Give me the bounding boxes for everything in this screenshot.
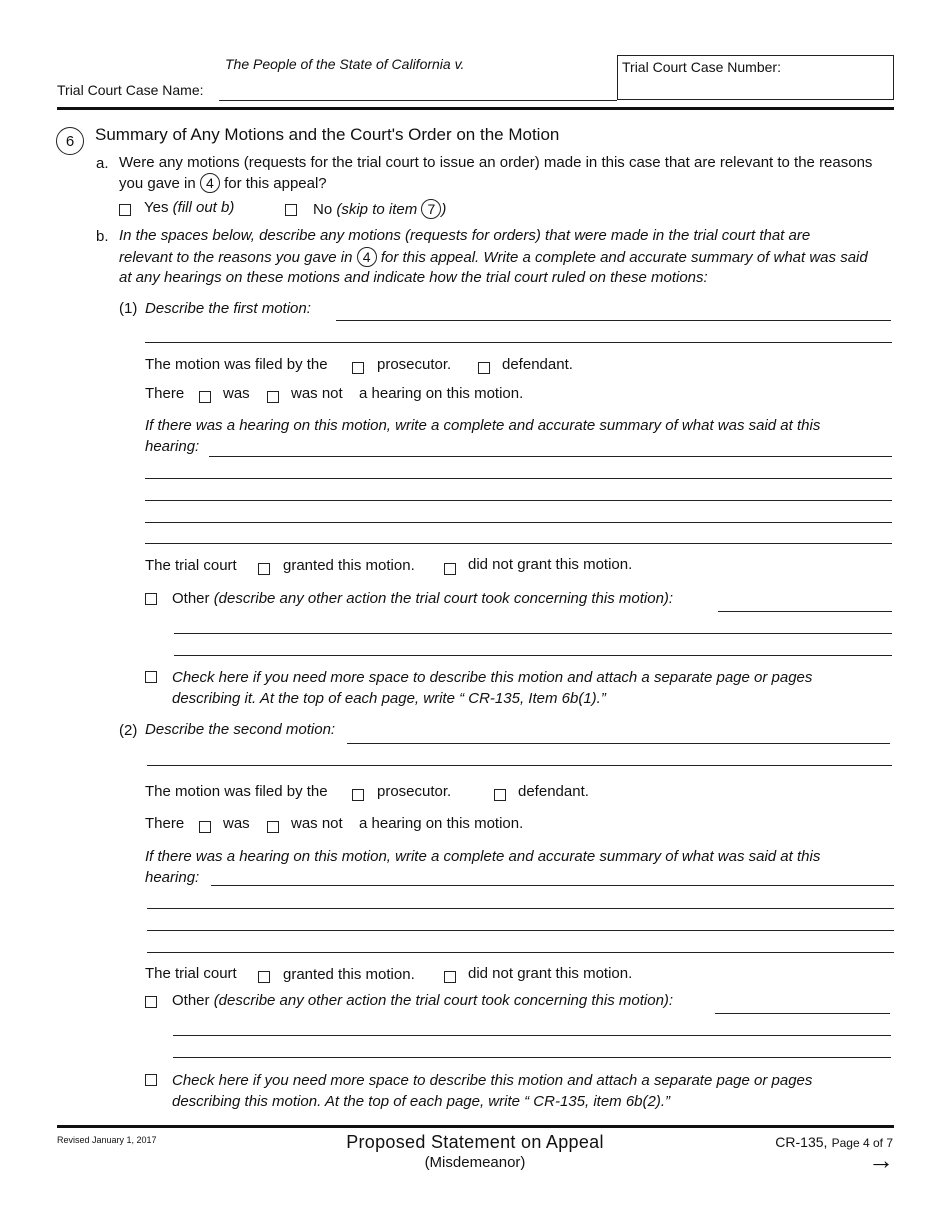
motion1-was-not-checkbox[interactable]	[267, 391, 279, 403]
motion1-there-label: There	[145, 385, 185, 402]
motion1-trial-court-label: The trial court	[145, 557, 237, 574]
no-label: No (skip to item 7 )	[313, 201, 447, 218]
yes-checkbox[interactable]	[119, 204, 131, 216]
motion1-hearing-label: a hearing on this motion.	[359, 385, 524, 402]
motion2-prosecutor-checkbox[interactable]	[352, 789, 364, 801]
motion1-not-granted-label: did not grant this motion.	[468, 556, 633, 573]
motion1-was-checkbox[interactable]	[199, 391, 211, 403]
motion2-defendant-checkbox[interactable]	[494, 789, 506, 801]
motion1-other-label: Other (describe any other action the trial court took concerning this motion):	[172, 590, 674, 607]
motion1-summary-field-3[interactable]	[145, 500, 892, 501]
motion1-other-checkbox[interactable]	[145, 593, 157, 605]
motion1-was-label: was	[223, 385, 250, 402]
item-b-instructions: In the spaces below, describe any motions (requests for orders) that were made in the trial court that are relevant to the reasons you gave in 4 for this appeal. Write a complete and accurate summary of what was said at any hearings on these motions and indicate how the trial court ruled on these motions:	[119, 227, 868, 286]
motion2-other-field-3[interactable]	[173, 1057, 891, 1058]
motion2-summary-field-2[interactable]	[147, 908, 894, 909]
motion2-other-field-2[interactable]	[173, 1035, 891, 1036]
motion2-not-granted-label: did not grant this motion.	[468, 965, 633, 982]
motion2-more-space-label: Check here if you need more space to describe this motion and attach a separate page or pages describing this motion. At the top of each page, write “ CR-135, item 6b(2).”	[172, 1072, 813, 1110]
ref-circle: 7	[421, 199, 441, 219]
yes-label: Yes (fill out b)	[144, 199, 235, 216]
case-number-box[interactable]	[617, 55, 894, 100]
motion1-prosecutor-checkbox[interactable]	[352, 362, 364, 374]
motion2-granted-checkbox[interactable]	[258, 971, 270, 983]
page-number: Page 4 of 7	[831, 1136, 893, 1150]
motion1-describe-label: Describe the first motion:	[145, 300, 311, 317]
motion2-number: (2)	[119, 722, 138, 739]
motion2-not-granted-checkbox[interactable]	[444, 971, 456, 983]
motion1-describe-field-2[interactable]	[145, 342, 892, 343]
motion2-trial-court-label: The trial court	[145, 965, 237, 982]
header-divider	[57, 107, 894, 110]
footer-divider	[57, 1125, 894, 1128]
motion1-summary-label: If there was a hearing on this motion, write a complete and accurate summary of what was said at this hearing:	[145, 417, 821, 455]
motion2-summary-field-4[interactable]	[147, 952, 894, 953]
no-checkbox[interactable]	[285, 204, 297, 216]
ref-circle: 4	[357, 247, 377, 267]
motion2-summary-field-3[interactable]	[147, 930, 894, 931]
motion2-there-label: There	[145, 815, 185, 832]
motion2-other-label: Other (describe any other action the trial court took concerning this motion):	[172, 992, 674, 1009]
motion1-more-space-label: Check here if you need more space to describe this motion and attach a separate page or pages describing it. At the top of each page, write “ CR-135, Item 6b(1).”	[172, 669, 813, 707]
motion2-was-label: was	[223, 815, 250, 832]
case-name-field[interactable]	[219, 100, 617, 101]
motion2-defendant-label: defendant.	[518, 783, 589, 800]
motion2-other-field[interactable]	[715, 1013, 890, 1014]
motion2-was-checkbox[interactable]	[199, 821, 211, 833]
motion1-number: (1)	[119, 300, 138, 317]
motion1-granted-label: granted this motion.	[283, 557, 415, 574]
motion1-other-field-3[interactable]	[174, 655, 892, 656]
section-title: Summary of Any Motions and the Court's Order on the Motion	[95, 125, 560, 144]
motion2-granted-label: granted this motion.	[283, 966, 415, 983]
motion1-was-not-label: was not	[291, 385, 343, 402]
item-a-question: Were any motions (requests for the trial court to issue an order) made in this case that are relevant to the reasons you gave in 4 for this appeal?	[119, 154, 873, 192]
next-page-arrow-icon[interactable]: →	[868, 1145, 894, 1175]
motion1-summary-field[interactable]	[209, 456, 892, 457]
motion2-describe-field[interactable]	[347, 743, 890, 744]
motion1-prosecutor-label: prosecutor.	[377, 356, 452, 373]
motion2-more-space-checkbox[interactable]	[145, 1074, 157, 1086]
motion1-describe-field[interactable]	[336, 320, 891, 321]
motion2-summary-label: If there was a hearing on this motion, write a complete and accurate summary of what was said at this hearing:	[145, 848, 821, 886]
item-number-circle: 6	[56, 127, 84, 155]
motion2-describe-field-2[interactable]	[147, 765, 892, 766]
ref-circle: 4	[200, 173, 220, 193]
motion1-filed-by-label: The motion was filed by the	[145, 356, 328, 373]
motion1-more-space-checkbox[interactable]	[145, 671, 157, 683]
motion1-summary-field-5[interactable]	[145, 543, 892, 544]
form-id: CR-135,	[775, 1134, 828, 1150]
motion1-defendant-checkbox[interactable]	[478, 362, 490, 374]
motion1-summary-field-4[interactable]	[145, 522, 892, 523]
motion2-hearing-label: a hearing on this motion.	[359, 815, 524, 832]
case-name-label: Trial Court Case Name:	[57, 82, 204, 98]
footer-subtitle: (Misdemeanor)	[424, 1154, 526, 1171]
motion1-summary-field-2[interactable]	[145, 478, 892, 479]
motion1-not-granted-checkbox[interactable]	[444, 563, 456, 575]
motion1-granted-checkbox[interactable]	[258, 563, 270, 575]
motion2-was-not-label: was not	[291, 815, 343, 832]
motion2-other-checkbox[interactable]	[145, 996, 157, 1008]
motion1-other-field[interactable]	[718, 611, 892, 612]
motion2-filed-by-label: The motion was filed by the	[145, 783, 328, 800]
motion1-other-field-2[interactable]	[174, 633, 892, 634]
people-label: The People of the State of California v.	[225, 56, 465, 72]
case-number-label: Trial Court Case Number:	[622, 59, 781, 75]
footer-title-block	[300, 1132, 650, 1171]
item-b-label: b.	[96, 228, 109, 245]
motion2-prosecutor-label: prosecutor.	[377, 783, 452, 800]
motion2-describe-label: Describe the second motion:	[145, 721, 336, 738]
motion2-was-not-checkbox[interactable]	[267, 821, 279, 833]
revised-date: Revised January 1, 2017	[57, 1135, 157, 1145]
motion2-summary-field[interactable]	[211, 885, 894, 886]
footer-title: Proposed Statement on Appeal	[346, 1132, 604, 1152]
motion1-defendant-label: defendant.	[502, 356, 573, 373]
item-a-label: a.	[96, 155, 109, 172]
